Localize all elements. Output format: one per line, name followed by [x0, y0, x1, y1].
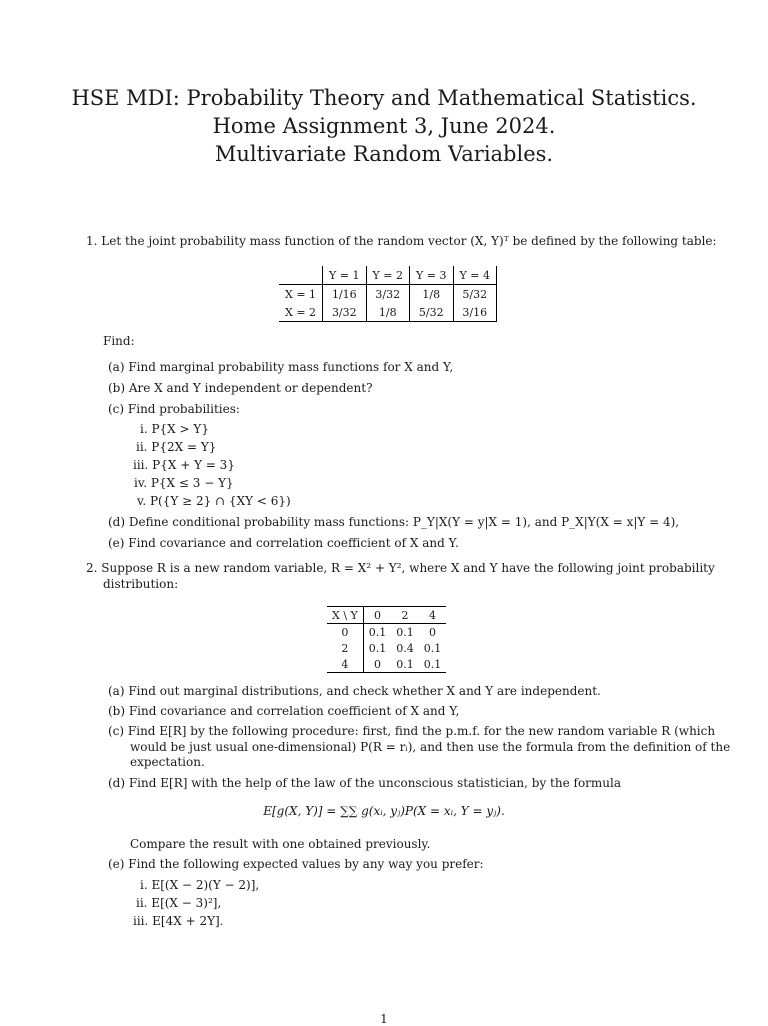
table-header-cell: [279, 266, 323, 285]
lotus-formula: E[g(X, Y)] = ∑∑ g(xᵢ, yⱼ)P(X = xᵢ, Y = yⱼ).: [263, 804, 505, 818]
table-row: [279, 303, 496, 322]
table-row: [327, 640, 446, 656]
problem-2-intro-cont: distribution:: [103, 577, 179, 591]
table-header-cell: 0: [363, 607, 391, 624]
table-cell: 1/16: [323, 285, 366, 304]
problem-1c-i: i. P{X > Y}: [140, 422, 209, 436]
problem-2-intro: 2. Suppose R is a new random variable, R = X² + Y², where X and Y have the following joint probability: [86, 561, 715, 575]
table-cell: 5/32: [410, 303, 453, 322]
problem-1c-iii: iii. P{X + Y = 3}: [133, 458, 235, 472]
problem-2c: (c) Find E[R] by the following procedure: first, find the p.m.f. for the new random variable R (which: [108, 724, 716, 738]
table-cell: 0.4: [396, 641, 414, 655]
problem-1c-iv: iv. P{X ≤ 3 − Y}: [134, 476, 234, 490]
problem-2e-ii: ii. E[(X − 3)²],: [136, 896, 222, 910]
problem-1-intro: 1. Let the joint probability mass function of the random vector (X, Y)ᵀ be defined by the following table:: [86, 234, 717, 248]
table-cell: 3/16: [453, 303, 496, 322]
table-header-row: [279, 266, 496, 285]
title-line-2: Home Assignment 3, June 2024.: [212, 114, 556, 138]
table-cell: 0: [429, 625, 437, 639]
table-header-cell: Y = 4: [453, 266, 496, 285]
page-number: 1: [380, 1012, 388, 1026]
problem-1e: (e) Find covariance and correlation coefficient of X and Y.: [108, 536, 459, 550]
table-cell: 3/32: [366, 285, 409, 304]
find-label: Find:: [103, 334, 135, 348]
problem-1c: (c) Find probabilities:: [108, 402, 240, 416]
title-line-1: HSE MDI: Probability Theory and Mathematical Statistics.: [71, 86, 697, 110]
problem-2e-iii: iii. E[4X + 2Y].: [133, 914, 224, 928]
table-cell: 3/32: [323, 303, 366, 322]
table-cell: X = 1: [279, 285, 323, 304]
problem-1b: (b) Are X and Y independent or dependent?: [108, 381, 373, 395]
table-cell: 2: [327, 640, 363, 656]
table-header-cell: Y = 1: [323, 266, 366, 285]
problem-1c-ii: ii. P{2X = Y}: [136, 440, 217, 454]
problem-1d: (d) Define conditional probability mass functions: P_Y|X(Y = y|X = 1), and P_X|Y(X = x|Y = 4),: [108, 515, 680, 529]
table-cell: 0.1: [419, 656, 447, 673]
table-cell: 4: [327, 656, 363, 673]
title-line-3: Multivariate Random Variables.: [214, 142, 554, 166]
joint-distribution-table: [327, 606, 446, 673]
table-row: [279, 285, 496, 304]
table-cell: 0: [327, 624, 363, 641]
problem-2d: (d) Find E[R] with the help of the law of the unconscious statistician, by the formula: [108, 776, 621, 790]
problem-2c-cont-1: would be just usual one-dimensional) P(R = rᵢ), and then use the formula from the definition of the: [130, 740, 731, 754]
table-cell: 0.1: [391, 656, 419, 673]
table-header-cell: Y = 3: [410, 266, 453, 285]
joint-pmf-table: [279, 266, 497, 322]
table-header-row: [327, 607, 446, 624]
table-row: [327, 624, 446, 641]
compare-note: Compare the result with one obtained previously.: [130, 837, 431, 851]
table-cell: 0.1: [423, 641, 442, 655]
document-title: [0, 84, 768, 168]
table-cell: 1/8: [366, 303, 409, 322]
table-cell: 0.1: [396, 625, 414, 639]
problem-2e: (e) Find the following expected values by any way you prefer:: [108, 857, 484, 871]
table-header-cell: 4: [419, 607, 447, 624]
table-cell: 5/32: [453, 285, 496, 304]
problem-2b: (b) Find covariance and correlation coefficient of X and Y,: [108, 704, 460, 718]
table-header-cell: X \ Y: [327, 607, 363, 624]
table-header-cell: Y = 2: [366, 266, 409, 285]
problem-1a: (a) Find marginal probability mass functions for X and Y,: [108, 360, 454, 374]
table-cell: 1/8: [410, 285, 453, 304]
table-cell: 0.1: [368, 641, 387, 655]
problem-2c-cont-2: expectation.: [130, 755, 205, 769]
problem-1c-v: v. P({Y ≥ 2} ∩ {XY < 6}): [137, 494, 291, 508]
table-row: [327, 656, 446, 673]
problem-2a: (a) Find out marginal distributions, and check whether X and Y are independent.: [108, 684, 601, 698]
table-header-cell: 2: [391, 607, 419, 624]
problem-2e-i: i. E[(X − 2)(Y − 2)],: [140, 878, 260, 892]
table-cell: X = 2: [279, 303, 323, 322]
table-cell: 0.1: [368, 625, 387, 639]
table-cell: 0: [363, 656, 391, 673]
